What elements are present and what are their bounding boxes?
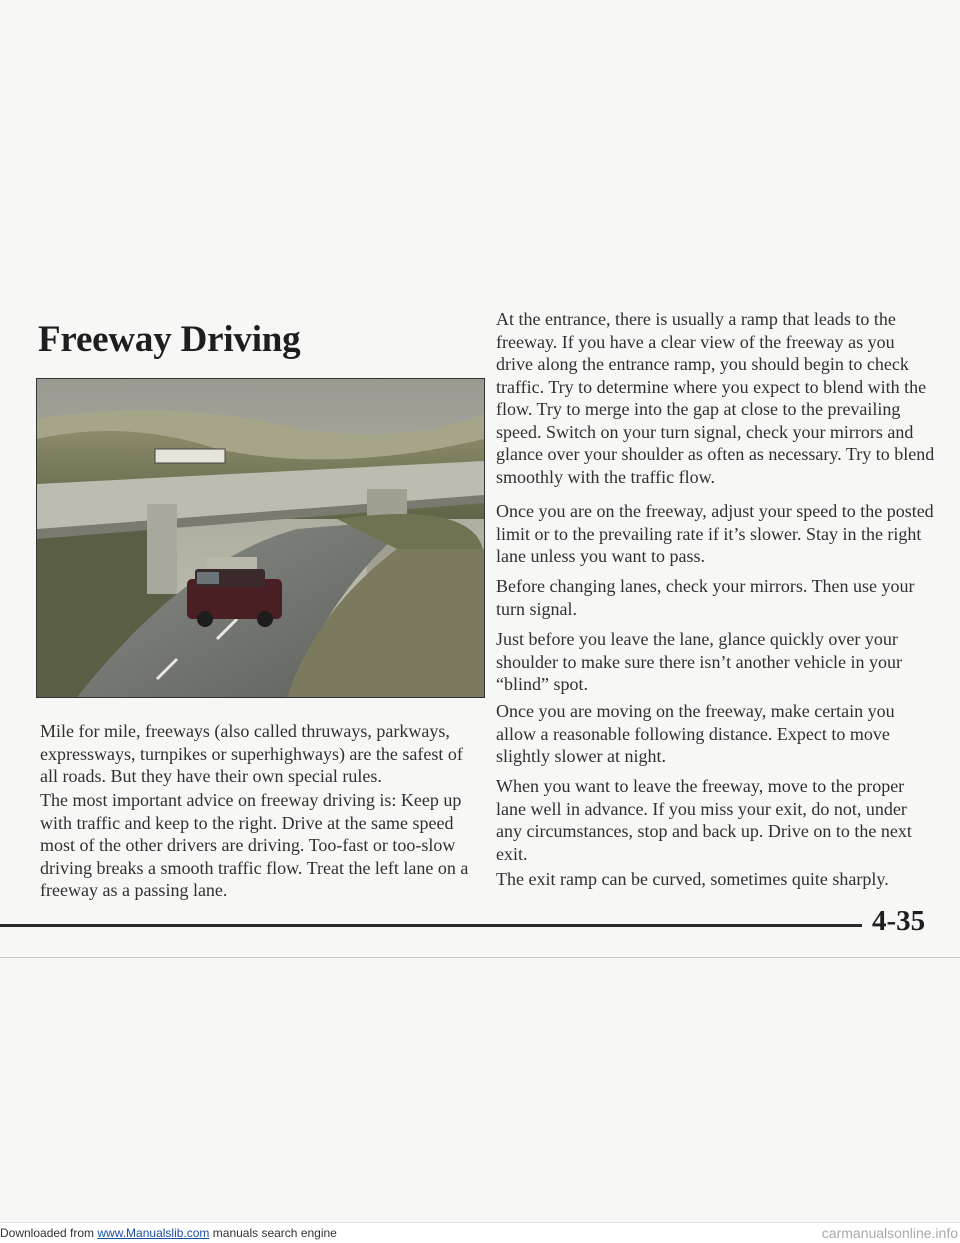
footer-prefix: Downloaded from	[0, 1226, 98, 1240]
watermark-text: carmanualsonline.info	[821, 1225, 958, 1241]
left-paragraph-1: Mile for mile, freeways (also called thruways, parkways, expressways, turnpikes or superhighways) are the safest of all roads. But they have their own special rules.	[40, 721, 463, 786]
footer-suffix: manuals search engine	[209, 1226, 337, 1240]
left-paragraph-2: The most important advice on freeway driving is: Keep up with traffic and keep to the right. Drive at the same speed most of the other drivers are driving. Too-fast or too-slow driving breaks a smooth traffic flow. Treat the left lane on a freeway as a passing lane.	[40, 790, 469, 900]
right-paragraph-3: Before changing lanes, check your mirrors. Then use your turn signal.	[496, 576, 915, 619]
thin-divider	[0, 957, 960, 958]
right-paragraph-5: Once you are moving on the freeway, make certain you allow a reasonable following distance. Expect to move slightly slower at night.	[496, 701, 895, 766]
right-paragraph-2: Once you are on the freeway, adjust your speed to the posted limit or to the prevailing rate if it’s slower. Stay in the right lane unless you want to pass.	[496, 501, 934, 566]
manualslib-link[interactable]: www.Manualslib.com	[97, 1226, 210, 1240]
right-paragraph-7: The exit ramp can be curved, sometimes quite sharply.	[496, 869, 889, 889]
right-paragraph-1: At the entrance, there is usually a ramp that leads to the freeway. If you have a clear view of the freeway as you drive along the entrance ramp, you should begin to check traffic. Try to determine where you expect to blend with the flow. Try to merge into the gap at close to the prevailing speed. Switch on your turn signal, check your mirrors and glance over your shoulder as often as necessary. Try to blend smoothly with the traffic flow.	[496, 309, 935, 487]
page-rule	[0, 924, 862, 927]
page-number: 4-35	[872, 905, 926, 937]
right-paragraph-6: When you want to leave the freeway, move to the proper lane well in advance. If you miss your exit, do not, under any circumstances, stop and back up. Drive on to the next exit.	[496, 776, 912, 864]
page-title: Freeway Driving	[38, 319, 301, 360]
download-footer	[0, 1222, 960, 1243]
freeway-photo-icon	[37, 379, 484, 697]
freeway-photo	[36, 378, 485, 698]
footer-source	[0, 1223, 337, 1243]
right-paragraph-4: Just before you leave the lane, glance quickly over your shoulder to make sure there isn’t another vehicle in your “blind” spot.	[496, 629, 903, 694]
